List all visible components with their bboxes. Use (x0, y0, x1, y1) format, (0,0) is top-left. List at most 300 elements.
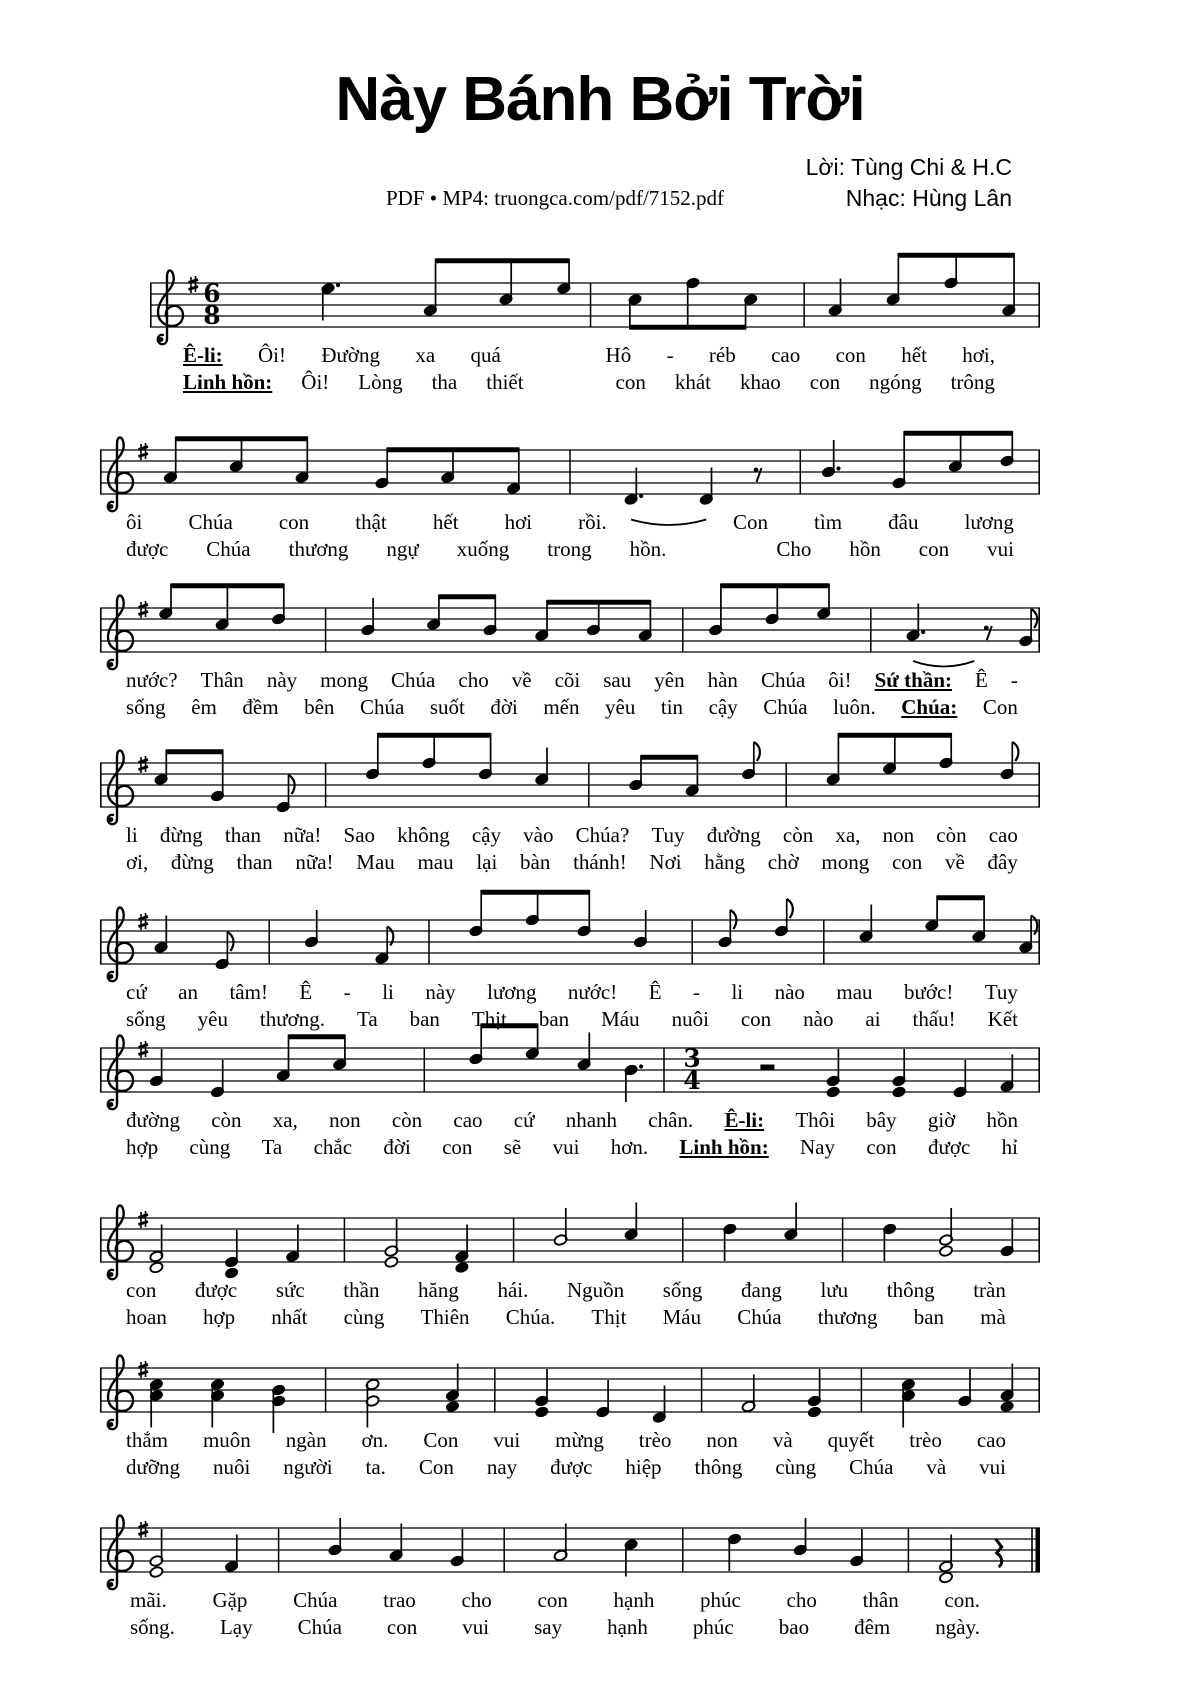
lyric-word: thông (886, 1278, 935, 1302)
lyric-word: còn (936, 823, 967, 847)
lyric-word: mau (836, 980, 873, 1004)
lyric-word: sống. (130, 1615, 175, 1639)
lyric-word: an (178, 980, 198, 1004)
treble-clef-icon (108, 1035, 133, 1109)
lyric-word: chắc (313, 1135, 353, 1159)
lyric-word: Chúa (849, 1455, 894, 1479)
lyric-word: hồn. (629, 537, 667, 561)
lyric-word: cùng (775, 1455, 817, 1479)
lyric-word: Đường (321, 343, 381, 367)
lyric-word: êm (191, 695, 217, 719)
lyric-word: trao (383, 1588, 416, 1612)
lyric-line-2 (126, 1454, 1006, 1481)
lyric-word: đang (741, 1278, 782, 1302)
lyric-word: hơi (504, 510, 533, 534)
lyric-word: trèo (638, 1428, 672, 1452)
lyric-word: cho (461, 1588, 492, 1612)
treble-clef-icon (108, 907, 133, 981)
sharp-sign (139, 1521, 149, 1538)
lyric-word: ban (409, 1007, 440, 1031)
lyric-line-2 (130, 1614, 980, 1641)
time-signature (683, 1044, 700, 1095)
lyric-word: nuôi (212, 1455, 251, 1479)
lyric-word: Chúa (763, 695, 808, 719)
lyric-word: người (283, 1455, 333, 1479)
lyric-line-1 (126, 667, 1018, 694)
notes-layer (149, 1364, 1014, 1434)
lyric-word: Sao (343, 823, 376, 847)
lyric-word: còn (782, 823, 814, 847)
lyrics-block-9 (130, 1587, 980, 1641)
lyric-word: nữa! (295, 850, 334, 874)
lyric-word: Lạy (219, 1615, 253, 1639)
lyric-word: đường (126, 1108, 180, 1132)
lyric-word: phúc (700, 1588, 741, 1612)
treble-clef-icon (108, 1515, 133, 1589)
lyric-word: cứ (513, 1108, 535, 1132)
lyric-word: khát (674, 370, 711, 394)
lyric-word: và (926, 1455, 947, 1479)
lyric-word: Con (732, 510, 768, 534)
lyric-word: tin (660, 695, 684, 719)
lyric-word: cao (771, 343, 801, 367)
lyric-word: về (511, 668, 532, 692)
lyric-word: hợp (202, 1305, 236, 1329)
lyric-word: Nguồn (566, 1278, 625, 1302)
lyric-word: Hô (605, 343, 632, 367)
lyric-word: con (615, 370, 646, 394)
treble-clef-icon (158, 270, 183, 344)
lyric-word: cao (988, 823, 1018, 847)
sharp-sign (139, 1361, 149, 1378)
lyric-word: ngàn (285, 1428, 327, 1452)
lyric-word: Nay (800, 1135, 836, 1159)
lyric-word: cho (458, 668, 489, 692)
lyric-word: Chúa (293, 1588, 338, 1612)
lyric-word: rồi. (578, 510, 607, 534)
time-signature (203, 279, 220, 330)
lyric-word: con (835, 343, 866, 367)
notes-layer (154, 733, 1019, 813)
lyric-line-2 (126, 536, 1014, 563)
lyric-word: con (740, 1007, 772, 1031)
lyric-word: bên (304, 695, 335, 719)
lyric-word: thấu! (912, 1007, 956, 1031)
notes-layer (149, 1024, 1014, 1103)
pdf-link-text: PDF • MP4: truongca.com/pdf/7152.pdf (385, 186, 725, 210)
lyric-word: thông (694, 1455, 743, 1479)
lyric-line-2 (126, 1134, 1018, 1161)
lyric-word: réb (708, 343, 736, 367)
notes-layer (154, 890, 1037, 970)
lyric-word: Kết (987, 1007, 1018, 1031)
lyric-word: yêu (605, 695, 636, 719)
lyric-line-2 (126, 849, 1018, 876)
lyric-word: được (126, 537, 169, 561)
lyric-word: thương (288, 537, 349, 561)
lyric-word: bao (778, 1615, 810, 1639)
sharp-sign (139, 756, 149, 773)
lyric-word: hạnh (613, 1588, 655, 1612)
lyric-line-1 (126, 1427, 1006, 1454)
lyrics-block-2 (126, 509, 1014, 563)
lyric-word: trong (547, 537, 592, 561)
lyric-word: Gặp (212, 1588, 248, 1612)
lyric-line-1 (126, 509, 1014, 536)
voice-label: Sứ thần: (874, 668, 953, 692)
lyric-word: Con (418, 1455, 454, 1479)
treble-clef-icon (108, 437, 133, 511)
lyric-word: còn (391, 1108, 423, 1132)
lyric-word: con (278, 510, 310, 534)
lyric-word: thương (817, 1305, 878, 1329)
lyric-word: vui (552, 1135, 580, 1159)
lyric-word: bây (866, 1108, 897, 1132)
lyric-word: thân (862, 1588, 899, 1612)
lyric-word: vui (493, 1428, 521, 1452)
lyric-word: hợp (126, 1135, 159, 1159)
lyric-word: cõi (554, 668, 581, 692)
lyric-word: ôi (126, 510, 143, 534)
lyricist-credit: Lời: Tùng Chi & H.C (805, 154, 1012, 180)
lyric-word: nước? (126, 668, 178, 692)
lyric-word: Ê (299, 980, 313, 1004)
lyric-word: - (693, 980, 700, 1004)
lyric-word: đâu (888, 510, 919, 534)
lyric-word: nước! (567, 980, 618, 1004)
lyric-word: hái. (497, 1278, 529, 1302)
lyric-word: muôn (202, 1428, 251, 1452)
e-rest (984, 626, 992, 640)
lyric-word: vui (462, 1615, 490, 1639)
lyric-word: lương (964, 510, 1014, 534)
lyric-line-1 (183, 342, 995, 369)
lyric-word: non (706, 1428, 738, 1452)
lyric-word: Ôi! (258, 343, 287, 367)
e-rest (754, 468, 762, 482)
treble-clef-icon (108, 1355, 133, 1429)
lyric-word: con (866, 1135, 897, 1159)
lyric-word: Tuy (651, 823, 685, 847)
lyric-word: - (343, 980, 351, 1004)
lyric-word: sống (126, 1007, 166, 1031)
lyric-word: Lòng (358, 370, 403, 394)
lyric-word: thần (343, 1278, 380, 1302)
svg-text:8: 8 (203, 301, 221, 330)
sharp-sign (139, 1211, 149, 1228)
lyric-word: nhanh (565, 1108, 618, 1132)
lyric-word: Chúa (206, 537, 251, 561)
lyric-line-1 (126, 1277, 1006, 1304)
lyric-line-1 (126, 979, 1018, 1006)
lyric-word: ôi! (828, 668, 852, 692)
lyric-word: con (126, 1278, 157, 1302)
lyric-word: ai (865, 1007, 881, 1031)
sharp-sign (139, 601, 149, 618)
lyric-word: con (442, 1135, 473, 1159)
lyric-word: chờ (767, 850, 799, 874)
lyric-line-1 (126, 822, 1018, 849)
lyric-word: Chúa (737, 1305, 782, 1329)
lyric-line-2 (126, 1304, 1006, 1331)
lyric-word: đây (987, 850, 1018, 874)
lyric-word: hàn (707, 668, 738, 692)
lyric-word: tâm! (229, 980, 268, 1004)
lyric-word: Chúa (760, 668, 806, 692)
lyric-word: nay (486, 1455, 518, 1479)
lyric-word: Ê (648, 980, 662, 1004)
lyric-word: sống (662, 1278, 703, 1302)
lyric-word: cao (976, 1428, 1006, 1452)
lyric-word: hồn (986, 1108, 1018, 1132)
lyric-word: luôn. (833, 695, 876, 719)
lyric-word: sau (603, 668, 632, 692)
lyric-word: mến (543, 695, 580, 719)
lyric-line-1 (126, 1107, 1018, 1134)
lyric-word: lương (487, 980, 537, 1004)
lyric-word: không (397, 823, 450, 847)
lyric-word: bước! (904, 980, 954, 1004)
lyric-line-1 (130, 1587, 980, 1614)
lyric-word: Cho (776, 537, 812, 561)
svg-text:3: 3 (683, 1044, 701, 1073)
lyric-word: đừng (170, 850, 214, 874)
lyrics-block-1 (183, 342, 995, 396)
lyric-word: Con (982, 695, 1018, 719)
sharp-sign (189, 276, 199, 293)
lyric-word: xa, (272, 1108, 298, 1132)
lyrics-block-8 (126, 1427, 1006, 1481)
sharp-sign (139, 913, 149, 930)
lyric-word: đời (490, 695, 518, 719)
lyric-word: li (126, 823, 138, 847)
lyric-word: yên (654, 668, 685, 692)
lyric-word: cho (786, 1588, 817, 1612)
h-rest (760, 1065, 774, 1071)
lyrics-block-6 (126, 1107, 1018, 1161)
lyric-word: sẽ (503, 1135, 522, 1159)
lyric-word: sống (126, 695, 166, 719)
lyric-word: xa (415, 343, 436, 367)
lyric-word: vui (979, 1455, 1006, 1479)
lyric-word: hơi, (962, 343, 995, 367)
lyric-word: ban (538, 1007, 570, 1031)
lyric-word: thương. (259, 1007, 325, 1031)
lyric-word: bàn (520, 850, 551, 874)
lyric-word: đừng (159, 823, 203, 847)
voice-label: Ê-li: (724, 1108, 765, 1132)
lyric-word: đềm (242, 695, 279, 719)
lyric-word: hỉ (1001, 1135, 1018, 1159)
lyric-word: ơn. (361, 1428, 389, 1452)
lyrics-block-5 (126, 979, 1018, 1033)
lyric-word: hăng (418, 1278, 459, 1302)
lyric-word: Ôi! (301, 370, 330, 394)
sharp-sign (139, 443, 149, 460)
lyric-word: Máu (601, 1007, 640, 1031)
lyric-word: nào (803, 1007, 834, 1031)
lyric-word: nhất (271, 1305, 308, 1329)
voice-label: Linh hồn: (183, 370, 273, 394)
lyric-word: Chúa. (505, 1305, 556, 1329)
notes-layer (158, 584, 1037, 648)
notes-layer (149, 1203, 1014, 1280)
lyric-word: hồn (849, 537, 881, 561)
lyric-line-2 (183, 369, 995, 396)
lyric-word: được (194, 1278, 238, 1302)
lyric-word: cao (453, 1108, 483, 1132)
q-rest (996, 1539, 1002, 1567)
lyric-word: mong (320, 668, 369, 692)
sharp-sign (139, 1041, 149, 1058)
lyric-word: cùng (343, 1305, 385, 1329)
lyric-word: thật (355, 510, 387, 534)
lyric-word: - (1010, 668, 1018, 692)
lyric-word: Chúa (297, 1615, 342, 1639)
lyric-word: còn (211, 1108, 242, 1132)
lyric-word: lại (476, 850, 498, 874)
lyric-word: ngóng (869, 370, 922, 394)
lyric-word: con (537, 1588, 568, 1612)
lyric-word: ngự (386, 537, 419, 561)
svg-text:4: 4 (683, 1066, 701, 1095)
lyric-word: ban (913, 1305, 945, 1329)
lyric-word: giờ (927, 1108, 956, 1132)
credits (806, 152, 1012, 214)
lyric-word: Thiên (420, 1305, 470, 1329)
lyric-word: nữa! (283, 823, 322, 847)
lyric-word: phúc (692, 1615, 734, 1639)
lyric-word: thắm (126, 1428, 168, 1452)
lyric-word: đêm (854, 1615, 891, 1639)
lyric-line-2 (126, 1006, 1018, 1033)
composer-credit: Nhạc: Hùng Lân (845, 185, 1012, 211)
lyric-word: Chúa (359, 695, 405, 719)
lyric-word: chân. (648, 1108, 694, 1132)
lyric-word: đời (383, 1135, 411, 1159)
lyric-word: này (266, 668, 298, 692)
lyric-word: than (224, 823, 262, 847)
lyric-word: li (731, 980, 744, 1004)
lyric-word: được (927, 1135, 971, 1159)
lyric-word: Ê (975, 668, 988, 692)
lyric-word: Chúa? (575, 823, 630, 847)
lyric-word: non (329, 1108, 361, 1132)
lyric-word: sức (275, 1278, 305, 1302)
treble-clef-icon (108, 1205, 133, 1279)
lyric-word: hoan (126, 1305, 167, 1329)
lyric-word: hạnh (607, 1615, 648, 1639)
notes-layer (321, 253, 1017, 330)
lyric-word: xa, (835, 823, 861, 847)
lyric-word: con (891, 850, 923, 874)
lyric-word: Thân (200, 668, 244, 692)
voice-label: Linh hồn: (679, 1135, 769, 1159)
lyric-word: hằng (704, 850, 746, 874)
lyric-word: li (382, 980, 394, 1004)
lyric-word: say (534, 1615, 563, 1639)
lyric-word: yêu (197, 1007, 228, 1031)
lyric-word: Máu (662, 1305, 702, 1329)
lyric-word: lưu (820, 1278, 849, 1302)
lyric-word: Chúa (188, 510, 233, 534)
lyric-word: Thịt (591, 1305, 627, 1329)
svg-text:6: 6 (203, 279, 221, 308)
lyric-word: khao (739, 370, 781, 394)
lyric-word: Nơi (649, 850, 682, 874)
lyric-word: đường (706, 823, 761, 847)
lyric-word: quá (470, 343, 501, 367)
lyric-word: thánh! (573, 850, 627, 874)
lyric-word: cậy (471, 823, 502, 847)
lyric-word: Ta (261, 1135, 283, 1159)
lyric-word: con. (944, 1588, 980, 1612)
lyric-word: cứ (126, 980, 147, 1004)
lyric-word: và (772, 1428, 793, 1452)
lyric-word: Thịt (471, 1007, 507, 1031)
lyric-word: hơn. (610, 1135, 649, 1159)
lyric-word: hết (901, 343, 927, 367)
lyric-word: mừng (555, 1428, 604, 1452)
voice-label: Chúa: (901, 695, 958, 719)
lyrics-block-4 (126, 822, 1018, 876)
lyric-word: thiết (486, 370, 524, 394)
lyric-word: Chúa (391, 668, 436, 692)
lyric-word: mau (417, 850, 454, 874)
lyric-word: - (666, 343, 674, 367)
lyric-word: mà (980, 1305, 1006, 1329)
lyric-word: cùng (189, 1135, 231, 1159)
treble-clef-icon (108, 750, 133, 824)
lyric-word: tìm (814, 510, 843, 534)
lyric-word: Mau (356, 850, 395, 874)
lyric-word: xuống (456, 537, 510, 561)
tie-arc (913, 661, 974, 667)
lyric-word: về (944, 850, 965, 874)
lyric-word: Tuy (984, 980, 1018, 1004)
lyric-word: mong (821, 850, 870, 874)
lyric-word: hiệp (625, 1455, 662, 1479)
lyric-word: con (386, 1615, 418, 1639)
lyric-line-2 (126, 694, 1018, 721)
lyric-word: vào (523, 823, 554, 847)
lyric-word: con (809, 370, 841, 394)
lyric-word: non (882, 823, 915, 847)
voice-label: Ê-li: (183, 343, 223, 367)
lyric-word: này (425, 980, 456, 1004)
lyrics-block-7 (126, 1277, 1006, 1331)
lyric-word: vui (987, 537, 1014, 561)
lyric-word: hết (432, 510, 459, 534)
lyric-word: suốt (429, 695, 465, 719)
lyric-word: dưỡng (126, 1455, 180, 1479)
lyric-word: cậy (708, 695, 738, 719)
lyric-word: Ta (356, 1007, 378, 1031)
lyric-word: ngày. (935, 1615, 980, 1639)
lyric-word: nuôi (671, 1007, 709, 1031)
lyric-word: quyết (827, 1428, 875, 1452)
lyric-word: nào (774, 980, 805, 1004)
lyric-word: tràn (973, 1278, 1006, 1302)
lyric-word: trông (950, 370, 995, 394)
lyrics-block-3 (126, 667, 1018, 721)
lyric-word: tha (431, 370, 458, 394)
lyric-word: ta. (365, 1455, 386, 1479)
treble-clef-icon (108, 595, 133, 669)
lyric-word: con (918, 537, 950, 561)
lyric-word: Con (423, 1428, 459, 1452)
lyric-word: mãi. (130, 1588, 167, 1612)
